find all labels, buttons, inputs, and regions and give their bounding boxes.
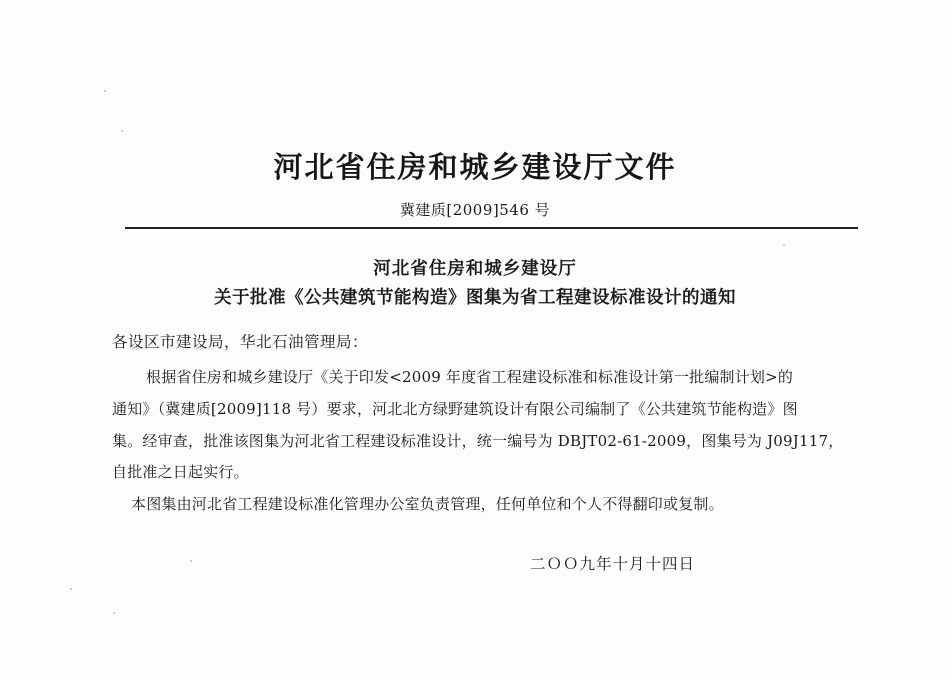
scan-speck [121, 130, 123, 132]
scan-speck [70, 588, 72, 590]
document-number: 冀建质[2009]546 号 [399, 201, 551, 219]
body-paragraph-line: 根据省住房和城乡建设厅《关于印发<2009 年度省工程建设标准和标准设计第一批编制计划>的 [146, 368, 794, 386]
body-paragraph-line: 集。经审查，批准该图集为河北省工程建设标准设计，统一编号为 DBJT02-61-2009，图集号为 J09J117， [112, 432, 844, 450]
body-paragraph-line: 通知》（冀建质[2009]118 号）要求，河北北方绿野建筑设计有限公司编制了《公共建筑节能构造》图 [112, 400, 798, 418]
document-title: 河北省住房和城乡建设厅文件 [273, 150, 677, 184]
scan-speck [113, 612, 115, 614]
body-paragraph-line: 本图集由河北省工程建设标准化管理办公室负责管理，任何单位和个人不得翻印或复制。 [131, 495, 724, 513]
addressee: 各设区市建设局，华北石油管理局： [112, 333, 369, 351]
notice-issuer: 河北省住房和城乡建设厅 [373, 259, 577, 279]
body-paragraph-line: 自批准之日起实行。 [112, 463, 249, 481]
scan-speck [190, 560, 192, 562]
scan-speck [104, 90, 106, 92]
header-divider [125, 227, 858, 229]
notice-subject: 关于批准《公共建筑节能构造》图集为省工程建设标准设计的通知 [214, 288, 736, 308]
scan-speck [783, 244, 785, 246]
issue-date: 二ＯＯ九年十月十四日 [530, 555, 696, 573]
